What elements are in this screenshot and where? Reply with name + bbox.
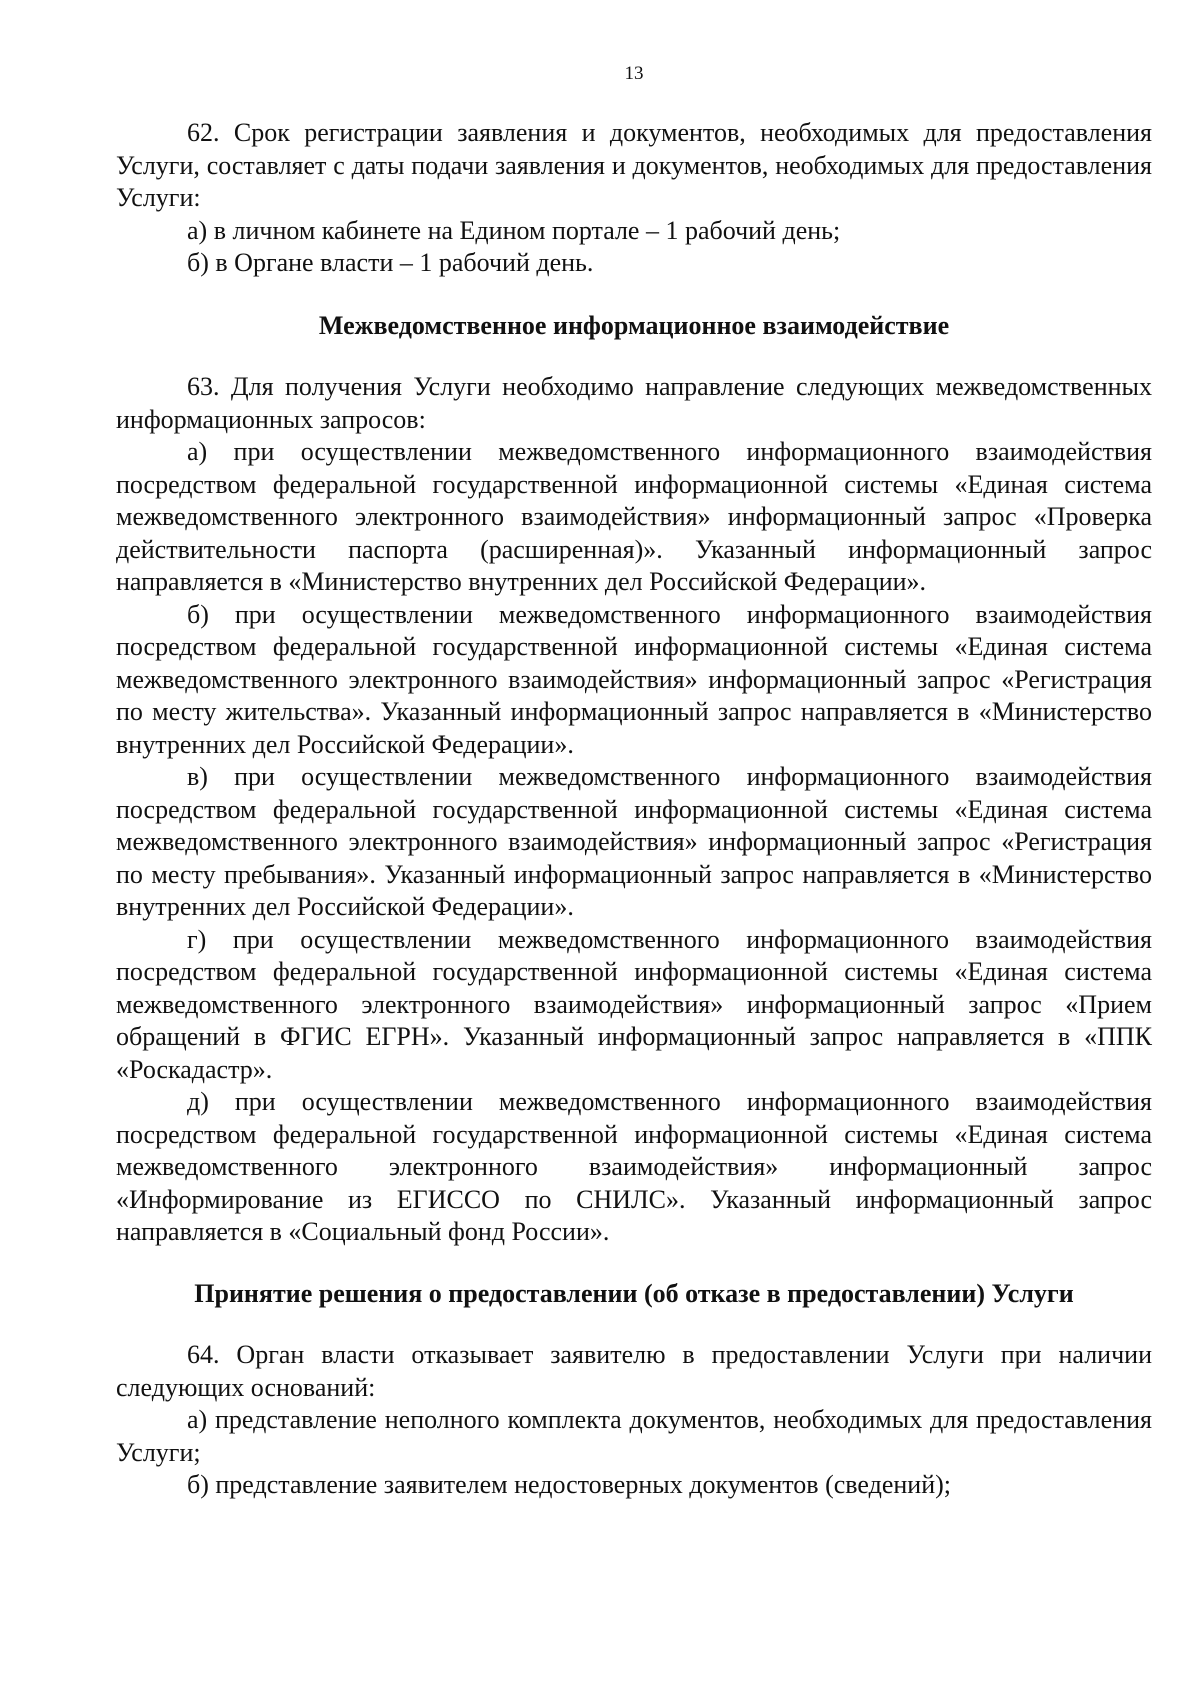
paragraph-63-item-b: б) при осуществлении межведомственного информационного взаимодействия посредством федеральной государственной информационной системы «Единая система межведомственного электронного взаимодействия» информационный запрос «Регистрация по месту жительства». Указанный информационный запрос направляется в «Министерство внутренних дел Российской Федерации». [116,599,1152,759]
paragraph-63-item-d: г) при осуществлении межведомственного информационного взаимодействия посредством федеральной государственной информационной системы «Единая система межведомственного электронного взаимодействия» информационный запрос «Прием обращений в ФГИС ЕГРН». Указанный информационный запрос направляется в «ППК «Роскадастр». [116,924,1152,1084]
section-heading-decision: Принятие решения о предоставлении (об отказе в предоставлении) Услуги [194,1278,1074,1308]
paragraph-63-item-c: в) при осуществлении межведомственного информационного взаимодействия посредством федеральной государственной информационной системы «Единая система межведомственного электронного взаимодействия» информационный запрос «Регистрация по месту пребывания». Указанный информационный запрос направляется в «Министерство внутренних дел Российской Федерации». [116,762,1152,921]
paragraph-62-intro: 62. Срок регистрации заявления и документов, необходимых для предоставления Услуги, составляет с даты подачи заявления и документов, необходимых для предоставления Услуги: [116,118,1152,212]
paragraph-63-item-e: д) при осуществлении межведомственного информационного взаимодействия посредством федеральной государственной информационной системы «Единая система межведомственного электронного взаимодействия» информационный запрос «Информирование из ЕГИССО по СНИЛС». Указанный информационный запрос направляется в «Социальный фонд России». [116,1087,1152,1246]
document-page [116,62,1152,1502]
paragraph-64-intro: 64. Орган власти отказывает заявителю в предоставлении Услуги при наличии следующих оснований: [116,1340,1152,1402]
paragraph-62-item-b: б) в Органе власти – 1 рабочий день. [187,248,594,277]
paragraph-62-item-a: а) в личном кабинете на Едином портале – 1 рабочий день; [187,215,841,245]
paragraph-64-item-a: а) представление неполного комплекта документов, необходимых для предоставления Услуги; [116,1405,1152,1467]
paragraph-63-intro: 63. Для получения Услуги необходимо направление следующих межведомственных информационных запросов: [116,372,1152,434]
paragraph-63-item-a: а) при осуществлении межведомственного информационного взаимодействия посредством федеральной государственной информационной системы «Единая система межведомственного электронного взаимодействия» информационный запрос «Проверка действительности паспорта (расширенная)». Указанный информационный запрос направляется в «Министерство внутренних дел Российской Федерации». [116,437,1152,596]
paragraph-64-item-b: б) представление заявителем недостоверных документов (сведений); [187,1470,951,1499]
page-number: 13 [624,63,644,84]
section-heading-interagency: Межведомственное информационное взаимодействие [318,310,950,340]
